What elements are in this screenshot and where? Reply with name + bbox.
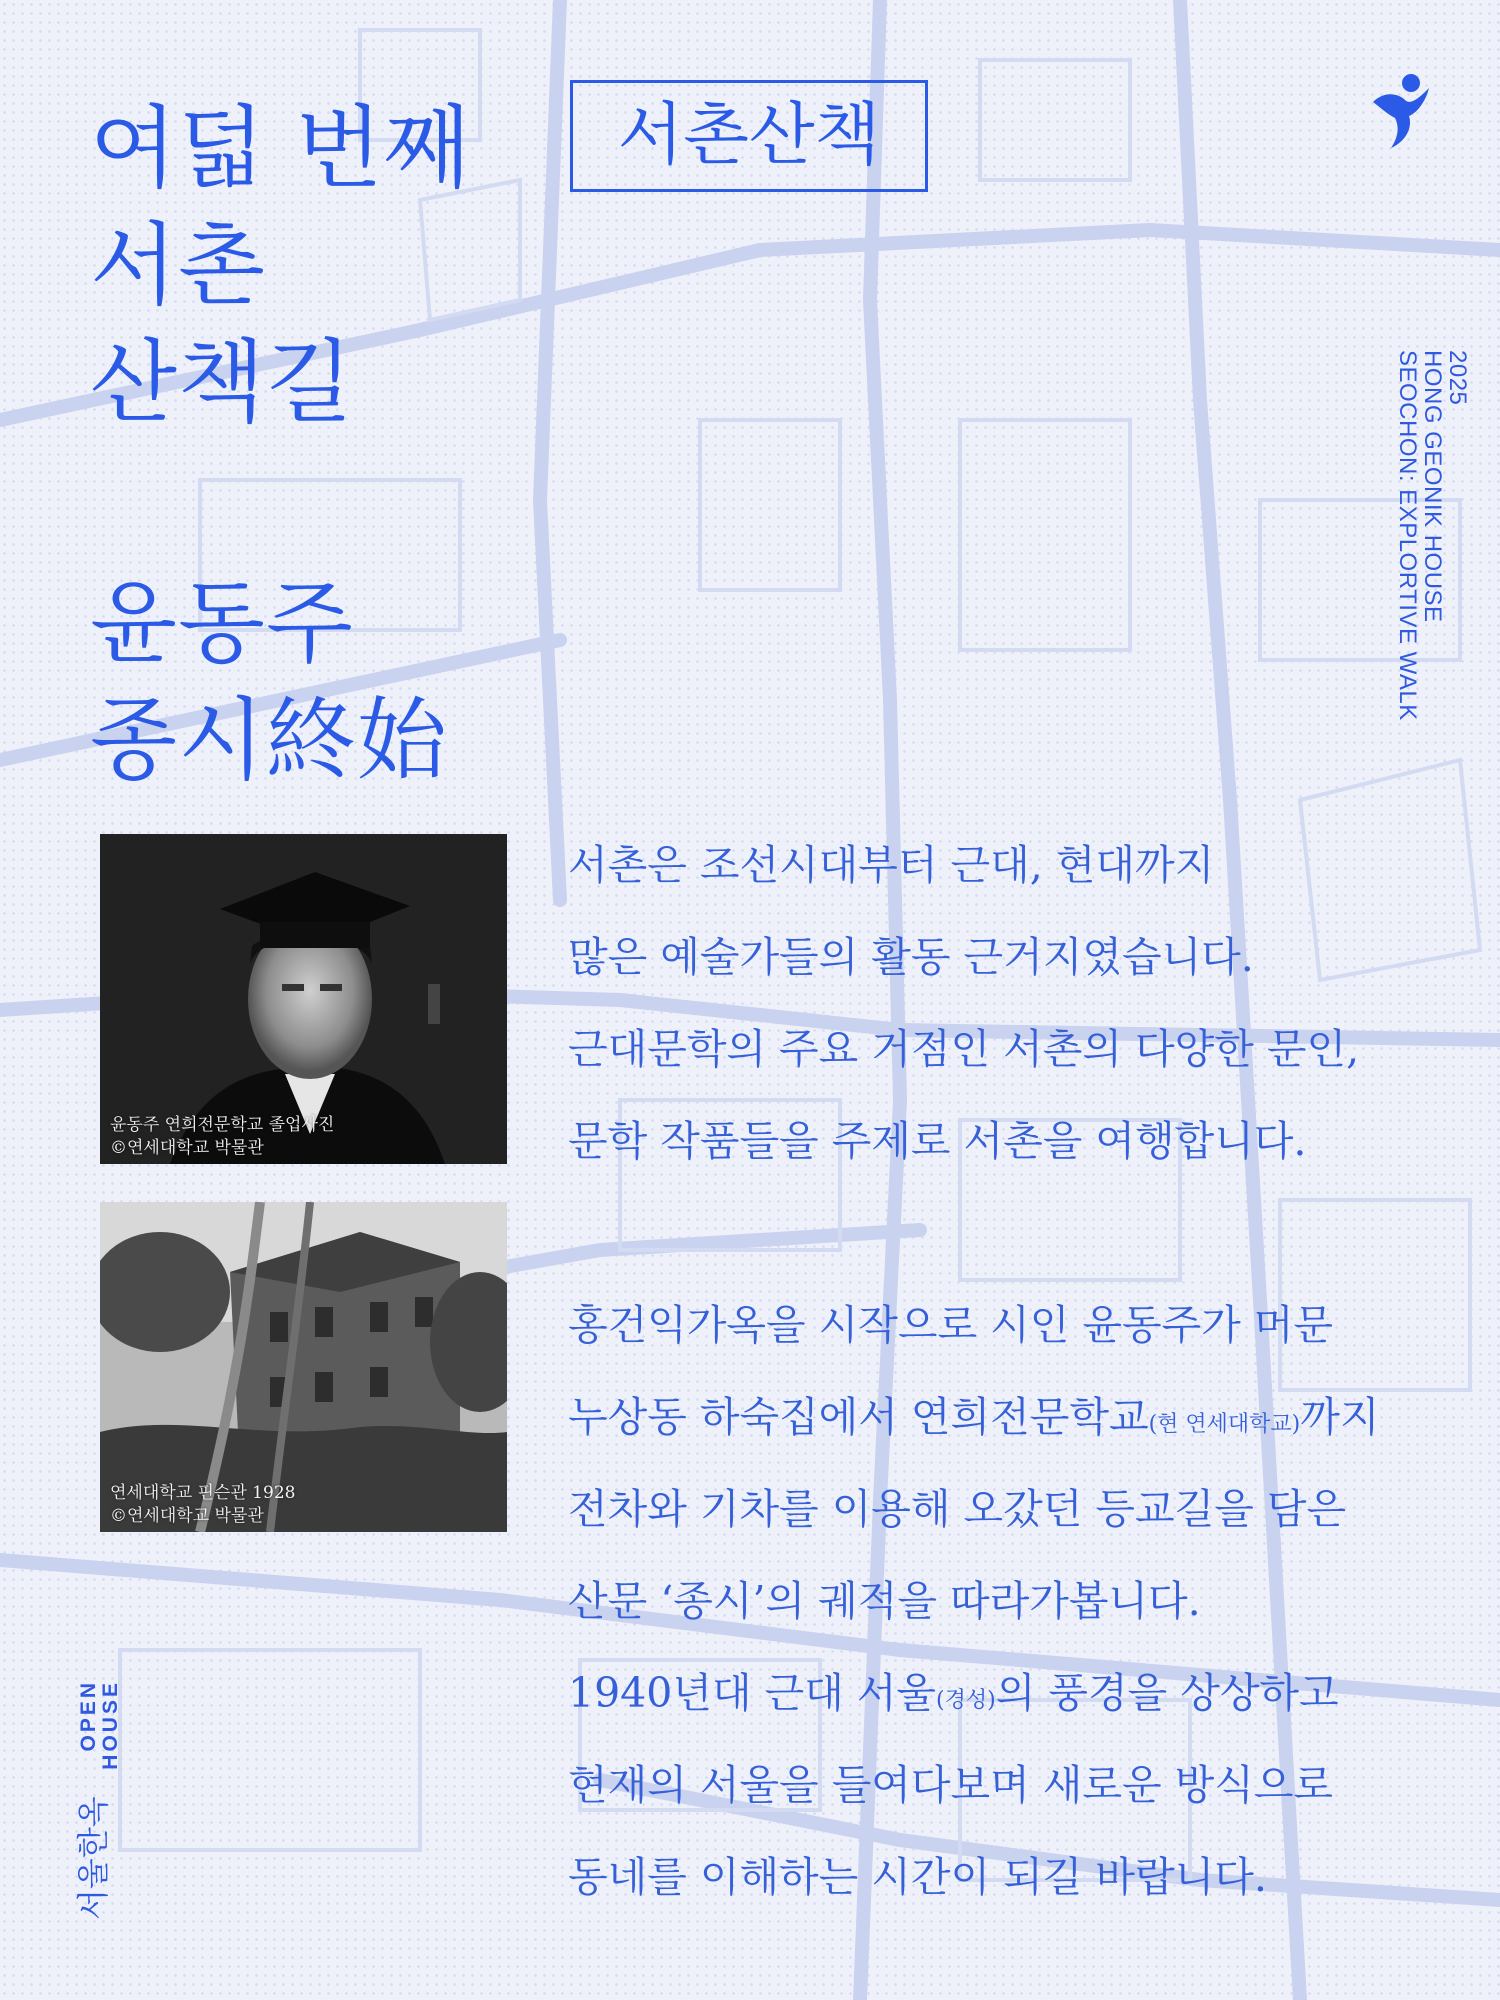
paragraph2-line-3: 전차와 기차를 이용해 오갔던 등교길을 담은 [568, 1485, 1347, 1533]
walk-name-label: SEOCHON: EXPLORTIVE WALK [1394, 350, 1421, 721]
paragraph2-line-5-main: 1940년대 근대 서울 [568, 1669, 937, 1717]
paragraph1-line-3: 근대문학의 주요 거점인 서촌의 다양한 문인, [568, 1025, 1360, 1073]
description [568, 833, 1448, 1937]
photo2-caption [110, 1482, 295, 1528]
photo2-caption-credit: ©연세대학교 박물관 [110, 1506, 264, 1526]
photo1-caption-title: 윤동주 연희전문학교 졸업사진 [110, 1115, 335, 1135]
open-house-logo [78, 1680, 123, 1780]
graduation-photo [100, 834, 507, 1164]
running-figure-icon [1365, 70, 1435, 150]
pinson-hall-photo [100, 1202, 507, 1532]
paragraph1-line-2: 많은 예술가들의 활동 근거지였습니다. [568, 933, 1254, 981]
paragraph2-line-6: 현재의 서울을 들여다보며 새로운 방식으로 [568, 1761, 1334, 1809]
paragraph1-line-1: 서촌은 조선시대부터 근대, 현대까지 [568, 841, 1215, 889]
paragraph-spacer [568, 1201, 1448, 1293]
paragraph2-line-2 [568, 1385, 1448, 1477]
seoul-hanok-logo [68, 1796, 138, 1920]
vertical-credit [1395, 350, 1470, 721]
series-tag-label: 서촌산책 [617, 96, 881, 175]
paragraph2-line-5 [568, 1661, 1448, 1753]
headline-line-3: 산책길 [90, 330, 354, 435]
series-tag [570, 80, 928, 192]
photo2-caption-title: 연세대학교 핀슨관 1928 [110, 1483, 296, 1503]
paragraph2-line-2-note: (현 연세대학교) [1148, 1412, 1301, 1437]
subtitle-line-2: 종시終始 [90, 688, 448, 793]
paragraph2-line-1: 홍건익가옥을 시작으로 시인 윤동주가 머문 [568, 1301, 1334, 1349]
headline-line-2: 서촌 [90, 213, 266, 318]
paragraph2-line-5-note: (경성) [936, 1688, 996, 1713]
paragraph2-line-2-main: 누상동 하숙집에서 연희전문학교 [568, 1393, 1149, 1441]
paragraph2-line-2-end: 까지 [1300, 1393, 1380, 1441]
subtitle-line-1: 윤동주 [90, 571, 354, 676]
year-label: 2025 [1444, 350, 1471, 406]
open-label: OPEN [77, 1680, 100, 1752]
house-name-label: HONG GEONIK HOUSE [1419, 350, 1446, 623]
headline-line-1: 여덟 번째 [90, 96, 472, 201]
paragraph1-line-4: 문학 작품들을 주제로 서촌을 여행합니다. [568, 1117, 1307, 1165]
photo1-caption-credit: ©연세대학교 박물관 [110, 1138, 264, 1158]
house-label: HOUSE [99, 1680, 122, 1770]
photo1-caption [110, 1114, 334, 1160]
paragraph2-line-4: 산문 ‘종시’의 궤적을 따라가봅니다. [568, 1577, 1201, 1625]
seoul-hanok-label: 서울한옥 [74, 1796, 112, 1920]
paragraph2-line-5-end: 의 풍경을 상상하고 [995, 1669, 1339, 1717]
paragraph2-line-7: 동네를 이해하는 시간이 되길 바랍니다. [568, 1853, 1267, 1901]
subtitle [90, 565, 448, 799]
main-headline [90, 90, 471, 441]
